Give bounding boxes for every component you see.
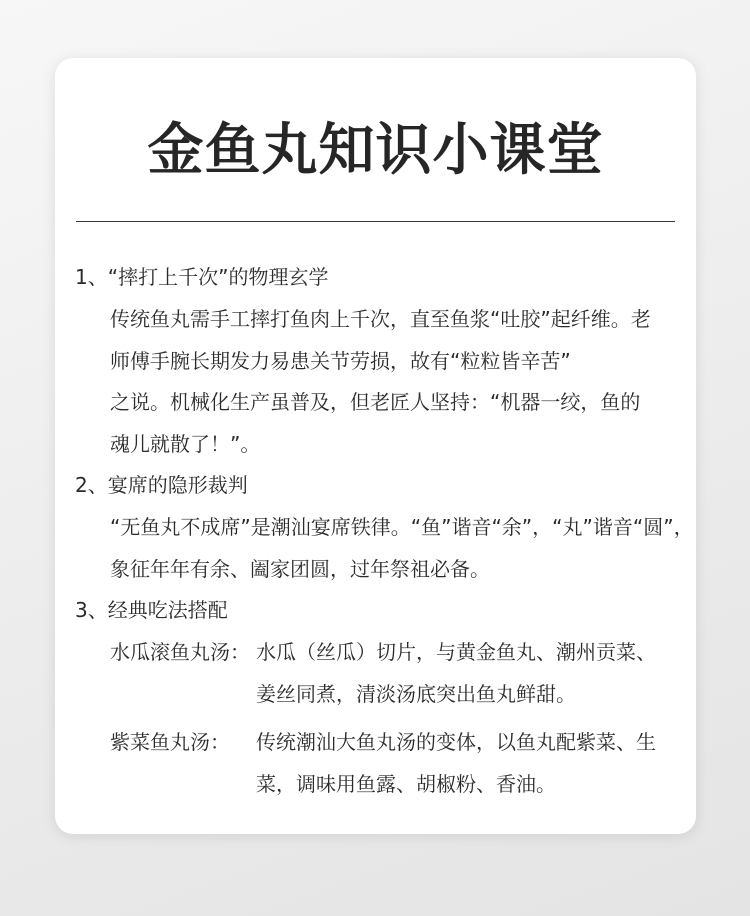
dish-item (110, 632, 680, 715)
section-heading: 1、“摔打上千次”的物理玄学 (75, 265, 329, 289)
paragraph-line: 象征年年有余、阖家团圆，过年祭祖必备。 (110, 556, 490, 581)
description-line: 菜，调味用鱼露、胡椒粉、香油。 (256, 771, 556, 796)
section-3 (75, 590, 680, 805)
section-heading: 2、宴席的隐形裁判 (75, 473, 248, 497)
article-body (75, 257, 694, 812)
paragraph-line: “无鱼丸不成席”是潮汕宴席铁律。“鱼”谐音“余”，“丸”谐音“圆”， (110, 515, 694, 539)
page-title: 金鱼丸知识小课堂 (147, 118, 604, 183)
paragraph-line: 之说。机械化生产虽普及，但老匠人坚持：“机器一绞，鱼的 (110, 390, 641, 414)
section-paragraph (110, 299, 680, 465)
description-line: 传统潮汕大鱼丸汤的变体，以鱼丸配紫菜、生 (256, 730, 656, 754)
content-card (55, 58, 696, 834)
paragraph-line: 传统鱼丸需手工摔打鱼肉上千次，直至鱼浆“吐胶”起纤维。老 (110, 307, 651, 331)
paragraph-line: 魂儿就散了！”。 (110, 431, 261, 456)
dish-item (110, 722, 680, 805)
dish-description (256, 722, 680, 805)
section-2 (75, 465, 694, 590)
dish-description (256, 632, 680, 715)
dish-name: 水瓜滚鱼丸汤： (110, 640, 250, 664)
section-1 (75, 257, 680, 465)
paragraph-line: 师傅手腕长期发力易患关节劳损，故有“粒粒皆辛苦” (110, 348, 571, 373)
title-divider (76, 221, 675, 222)
dish-name: 紫菜鱼丸汤： (110, 730, 230, 754)
description-line: 姜丝同煮，清淡汤底突出鱼丸鲜甜。 (256, 681, 576, 706)
description-line: 水瓜（丝瓜）切片，与黄金鱼丸、潮州贡菜、 (256, 640, 656, 664)
section-heading: 3、经典吃法搭配 (75, 598, 228, 622)
section-paragraph (110, 507, 694, 590)
